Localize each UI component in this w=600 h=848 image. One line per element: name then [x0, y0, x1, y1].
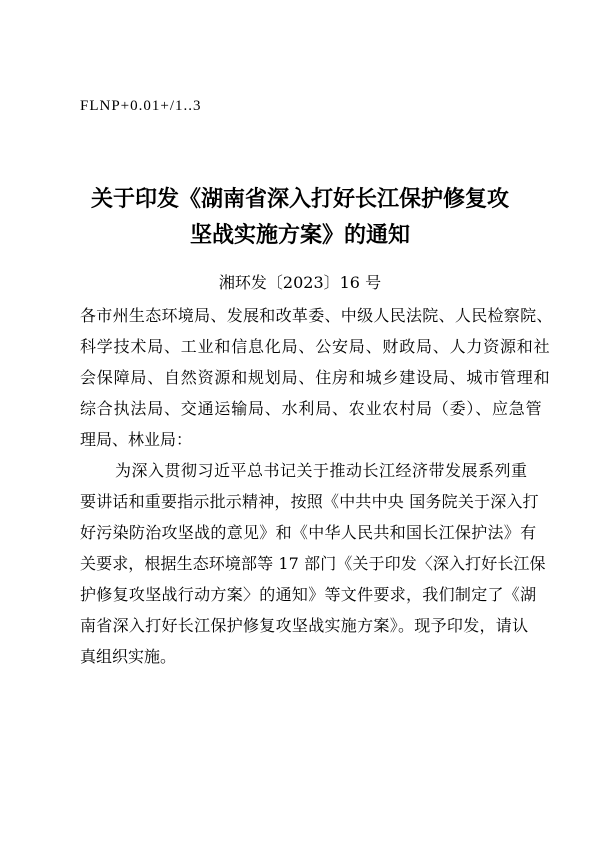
document-title-line-1: 关于印发《湖南省深入打好长江保护修复攻 — [90, 186, 509, 212]
document-title-line-2: 坚战实施方案》的通知 — [189, 222, 410, 248]
document-number: 湘环发〔2023〕16 号 — [218, 273, 382, 292]
body-line: 真组织实施。 — [80, 647, 177, 666]
body-line: 好污染防治攻坚战的意见》和《中华人民共和国长江保护法》有 — [80, 523, 537, 542]
recipients-line: 会保障局、自然资源和规划局、住房和城乡建设局、城市管理和 — [80, 368, 551, 387]
recipients-line: 各市州生态环境局、发展和改革委、中级人民法院、人民检察院、 — [80, 306, 553, 325]
body-line: 关要求，根据生态环境部等 17 部门《关于印发〈深入打好长江保 — [80, 554, 546, 573]
recipients-line: 综合执法局、交通运输局、水利局、农业农村局（委）、应急管 — [80, 399, 543, 418]
body-line: 南省深入打好长江保护修复攻坚战实施方案》。现予印发，请认 — [80, 616, 529, 635]
recipients-line: 科学技术局、工业和信息化局、公安局、财政局、人力资源和社 — [80, 337, 551, 356]
body-line: 为深入贯彻习近平总书记关于推动长江经济带发展系列重 — [115, 461, 528, 480]
body-line: 护修复攻坚战行动方案〉的通知》等文件要求，我们制定了《湖 — [80, 585, 537, 604]
document-code: FLNP+0.01+/1..3 — [80, 98, 202, 114]
body-line: 要讲话和重要指示批示精神，按照《中共中央 国务院关于深入打 — [80, 492, 539, 511]
recipients-line: 理局、林业局： — [80, 430, 193, 449]
